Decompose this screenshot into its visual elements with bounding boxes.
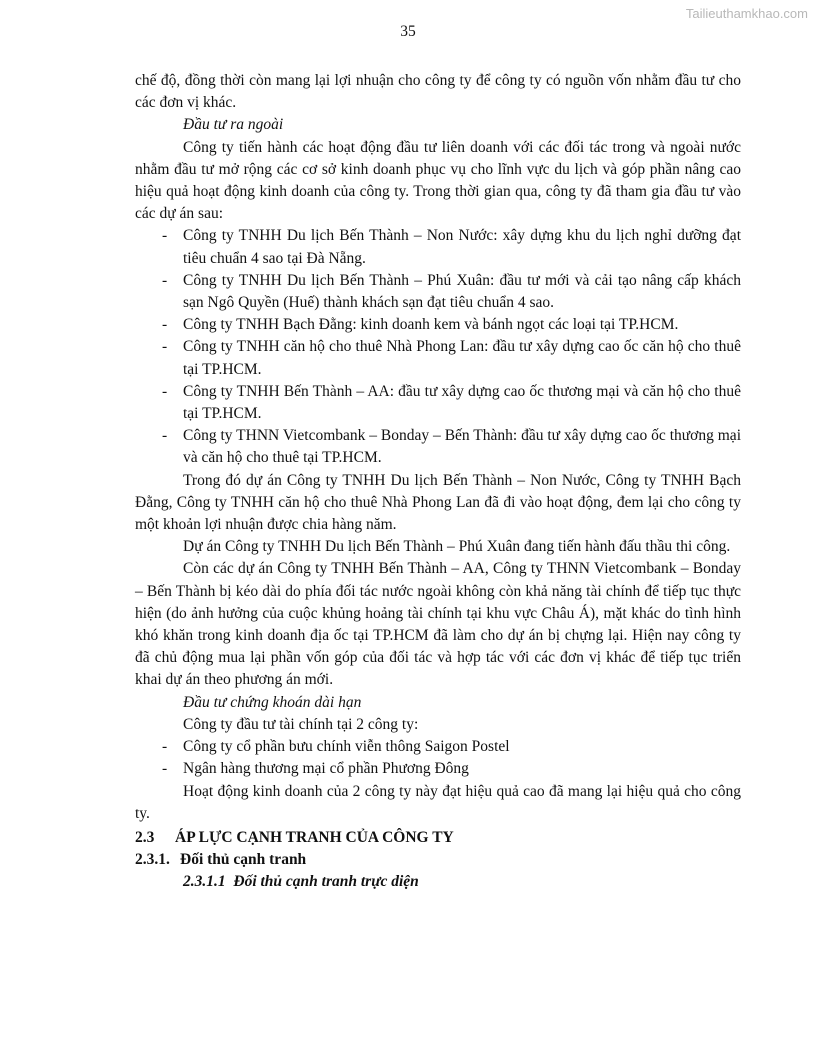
document-body [135,70,741,894]
section-title: Đối thủ cạnh tranh trực diện [233,873,419,891]
outside-investment-heading: Đầu tư ra ngoài [183,116,284,134]
section-number: 2.3 [135,828,155,846]
projects-list [135,225,741,469]
list-item: - Công ty TNHH Du lịch Bến Thành – Non Nước: xây dựng khu du lịch nghỉ dưỡng đạt tiêu chuẩn 4 sao tại Đà Nẵng. [135,225,741,269]
securities-result-paragraph: Hoạt động kinh doanh của 2 công ty này đạt hiệu quả cao đã mang lại hiệu quả cho công ty. [135,782,741,822]
section-title: ÁP LỰC CẠNH TRANH CỦA CÔNG TY [175,828,454,846]
list-item: - Công ty TNHH căn hộ cho thuê Nhà Phong Lan: đầu tư xây dựng cao ốc căn hộ cho thuê tại TP.HCM. [135,336,741,380]
section-heading-2-3-1 [135,849,741,871]
list-item: - Công ty THNN Vietcombank – Bonday – Bến Thành: đầu tư xây dựng cao ốc thương mại và căn hộ cho thuê tại TP.HCM. [135,425,741,469]
list-item: - Công ty TNHH Du lịch Bến Thành – Phú Xuân: đầu tư mới và cải tạo nâng cấp khách sạn Ngô Quyền (Huế) thành khách sạn đạt tiêu chuẩn 4 sao. [135,270,741,314]
list-item: - Công ty TNHH Bạch Đằng: kinh doanh kem và bánh ngọt các loại tại TP.HCM. [135,314,741,336]
section-heading-2-3-1-1 [135,871,741,893]
watermark: Tailieuthamkhao.com [685,6,808,21]
section-title: Đối thủ cạnh tranh [180,851,307,869]
list-item: - Công ty TNHH Bến Thành – AA: đầu tư xây dựng cao ốc thương mại và căn hộ cho thuê tại TP.HCM. [135,381,741,425]
outside-investment-paragraph: Công ty tiến hành các hoạt động đầu tư liên doanh với các đối tác trong và ngoài nước nhằm đầu tư mở rộng các cơ sở kinh doanh phục vụ cho lĩnh vực du lịch và góp phần nâng cao hiệu quả hoạt động kinh doanh của công ty. Trong thời gian qua, công ty đã tham gia đầu tư vào các dự án sau: [135,138,741,223]
securities-investment-paragraph: Công ty đầu tư tài chính tại 2 công ty: [183,715,419,733]
projects-status-paragraph: Trong đó dự án Công ty TNHH Du lịch Bến Thành – Non Nước, Công ty TNHH Bạch Đằng, Công ty TNHH căn hộ cho thuê Nhà Phong Lan đã đi vào hoạt động, đem lại cho công ty một khoản lợi nhuận được chia hàng năm. [135,471,741,534]
securities-investment-heading: Đầu tư chứng khoán dài hạn [183,693,362,711]
list-item: - Ngân hàng thương mại cổ phần Phương Đông [135,758,741,780]
section-number: 2.3.1. [135,851,170,869]
section-number: 2.3.1.1 [183,873,226,891]
section-heading-2-3 [135,827,741,849]
intro-paragraph: chế độ, đồng thời còn mang lại lợi nhuận cho công ty để công ty có nguồn vốn nhằm đầu tư cho các đơn vị khác. [135,72,741,112]
delayed-projects-paragraph: Còn các dự án Công ty TNHH Bến Thành – AA, Công ty THNN Vietcombank – Bonday – Bến Thành bị kéo dài do phía đối tác nước ngoài không còn khả năng tài chính để tiếp tục thực hiện (do ảnh hưởng của cuộc khủng hoảng tài chính tại khu vực Châu Á), mặt khác do tình hình khó khăn trong kinh doanh địa ốc tại TP.HCM đã làm cho dự án bị chựng lại. Hiện nay công ty đã chủ động mua lại phần vốn góp của đối tác và hợp tác với các đơn vị khác để tiếp tục triển khai dự án theo phương án mới. [135,560,741,689]
list-item: - Công ty cổ phần bưu chính viễn thông Saigon Postel [135,736,741,758]
page-number: 35 [400,23,416,40]
phu-xuan-paragraph: Dự án Công ty TNHH Du lịch Bến Thành – Phú Xuân đang tiến hành đấu thầu thi công. [183,538,731,556]
securities-list [135,736,741,780]
